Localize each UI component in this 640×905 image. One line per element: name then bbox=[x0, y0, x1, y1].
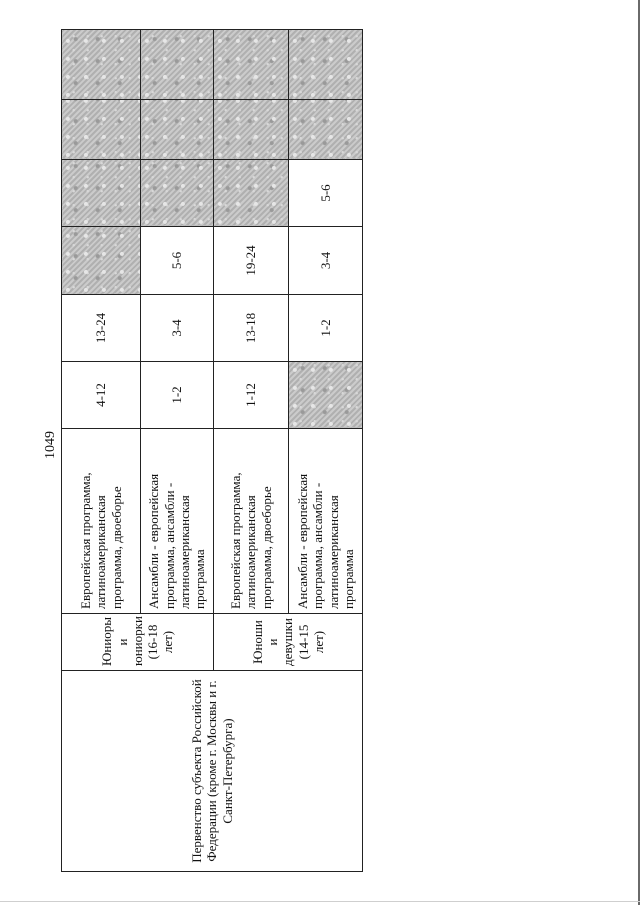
shaded-cell bbox=[141, 30, 214, 100]
age-group-cell: Юноши и девушки (14-15 лет) bbox=[214, 614, 363, 671]
shaded-cell bbox=[62, 227, 141, 295]
age-group-cell: Юниоры и юниорки (16-18 лет) bbox=[62, 614, 214, 671]
program-cell: Европейская программа, латиноамериканская программа, двоеборье bbox=[62, 429, 141, 614]
value-cell: 4-12 bbox=[62, 362, 141, 429]
shaded-cell bbox=[289, 100, 363, 160]
rotated-table-container bbox=[61, 30, 362, 872]
shaded-cell bbox=[141, 100, 214, 160]
value-cell: 1-2 bbox=[289, 295, 363, 362]
value-cell: 1-12 bbox=[214, 362, 289, 429]
shaded-cell bbox=[289, 362, 363, 429]
value-cell: 13-18 bbox=[214, 295, 289, 362]
shaded-cell bbox=[62, 100, 141, 160]
value-cell: 3-4 bbox=[141, 295, 214, 362]
shaded-cell bbox=[289, 30, 363, 100]
shaded-cell bbox=[214, 30, 289, 100]
competition-cell: Первенство субъекта Российской Федерации (кроме г. Москвы и г. Санкт-Петербурга) bbox=[62, 671, 363, 872]
program-cell: Европейская программа, латиноамериканская программа, двоеборье bbox=[214, 429, 289, 614]
value-cell: 19-24 bbox=[214, 227, 289, 295]
page-number-text: 1049 bbox=[43, 431, 58, 459]
value-cell: 3-4 bbox=[289, 227, 363, 295]
shaded-cell bbox=[214, 100, 289, 160]
program-cell: Ансамбли - европейская программа, ансамбли - латиноамериканская программа bbox=[289, 429, 363, 614]
shaded-cell bbox=[62, 30, 141, 100]
value-cell: 1-2 bbox=[141, 362, 214, 429]
placement-table bbox=[61, 29, 363, 872]
program-cell: Ансамбли - европейская программа, ансамбли - латиноамериканская программа bbox=[141, 429, 214, 614]
value-cell: 13-24 bbox=[62, 295, 141, 362]
shaded-cell bbox=[214, 160, 289, 227]
value-cell: 5-6 bbox=[141, 227, 214, 295]
shaded-cell bbox=[141, 160, 214, 227]
shaded-cell bbox=[62, 160, 141, 227]
scan-edge-bottom bbox=[0, 901, 640, 902]
table-row bbox=[62, 30, 141, 872]
value-cell: 5-6 bbox=[289, 160, 363, 227]
